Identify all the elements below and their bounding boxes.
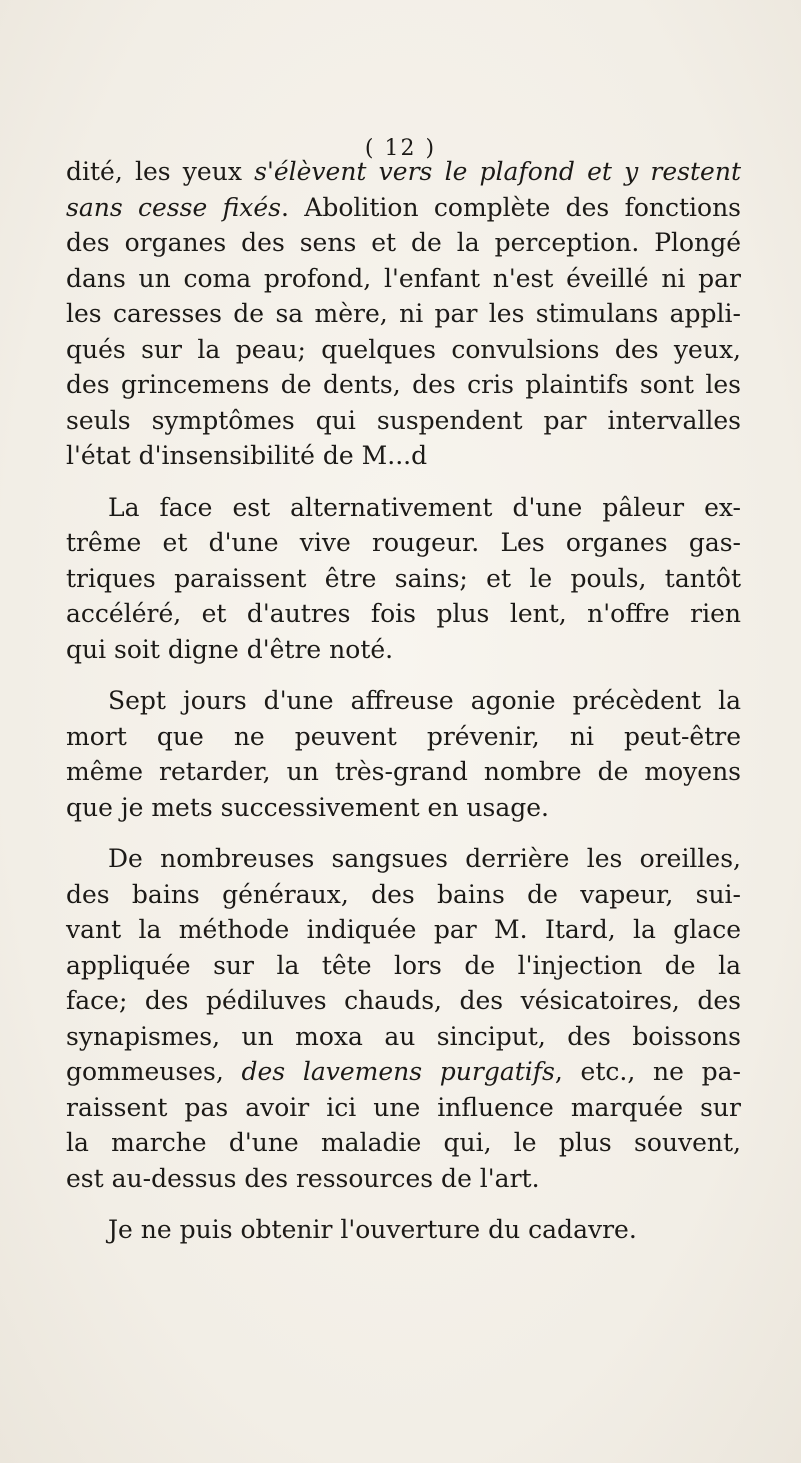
text-line: gommeuses, des lavemens purgatifs, etc., ne pa- (66, 1057, 741, 1086)
text-line: vant la méthode indiquée par M. Itard, la glace (66, 915, 741, 944)
text-line: accéléré, et d'autres fois plus lent, n'offre rien (66, 599, 741, 628)
text-line: face; des pédiluves chauds, des vésicatoires, des (66, 986, 741, 1015)
text-line: trême et d'une vive rougeur. Les organes gas- (66, 528, 741, 557)
text-line: des grincemens de dents, des cris plaintifs sont les (66, 370, 741, 399)
text-line: des bains généraux, des bains de vapeur, sui- (66, 879, 741, 909)
paragraph-5 (66, 1212, 741, 1248)
text-line: l'état d'insensibilité de M...d (66, 441, 428, 470)
paragraph-2 (66, 490, 741, 668)
text-line: des organes des sens et de la perception. Plongé (66, 228, 741, 257)
text-line: qui soit digne d'être noté. (66, 634, 394, 664)
text-line: mort que ne peuvent prévenir, ni peut-être (66, 721, 741, 751)
paragraph-3 (66, 683, 741, 825)
text-line: Je ne puis obtenir l'ouverture du cadavre. (108, 1215, 637, 1244)
text-line: que je mets successivement en usage. (66, 792, 549, 822)
text-line: les caresses de sa mère, ni par les stimulans appli- (66, 299, 741, 328)
paragraph-1 (66, 154, 741, 474)
text-line: appliquée sur la tête lors de l'injection de la (66, 950, 741, 980)
text-line: dité, les yeux s'élèvent vers le plafond et y restent (66, 157, 741, 186)
text-line: même retarder, un très-grand nombre de moyens (66, 757, 741, 786)
page-number: ( 12 ) (364, 136, 437, 161)
text-line: la marche d'une maladie qui, le plus souvent, (66, 1128, 741, 1157)
text-line: synapismes, un moxa au sinciput, des boissons (66, 1021, 741, 1051)
text-line: triques paraissent être sains; et le pouls, tantôt (66, 563, 741, 593)
text-line: Sept jours d'une affreuse agonie précèdent la (108, 686, 741, 715)
text-line: La face est alternativement d'une pâleur ex- (108, 492, 741, 522)
text-line: De nombreuses sangsues derrière les oreilles, (108, 844, 741, 873)
text-line: raissent pas avoir ici une influence marquée sur (66, 1092, 741, 1122)
text-line: qués sur la peau; quelques convulsions des yeux, (66, 334, 741, 364)
body-text (66, 154, 741, 1248)
text-line: est au-dessus des ressources de l'art. (66, 1163, 540, 1193)
paragraph-4 (66, 841, 741, 1196)
text-line: dans un coma profond, l'enfant n'est éveillé ni par (66, 263, 741, 293)
text-line: sans cesse fixés. Abolition complète des fonctions (66, 192, 741, 222)
text-line: seuls symptômes qui suspendent par intervalles (66, 405, 741, 435)
